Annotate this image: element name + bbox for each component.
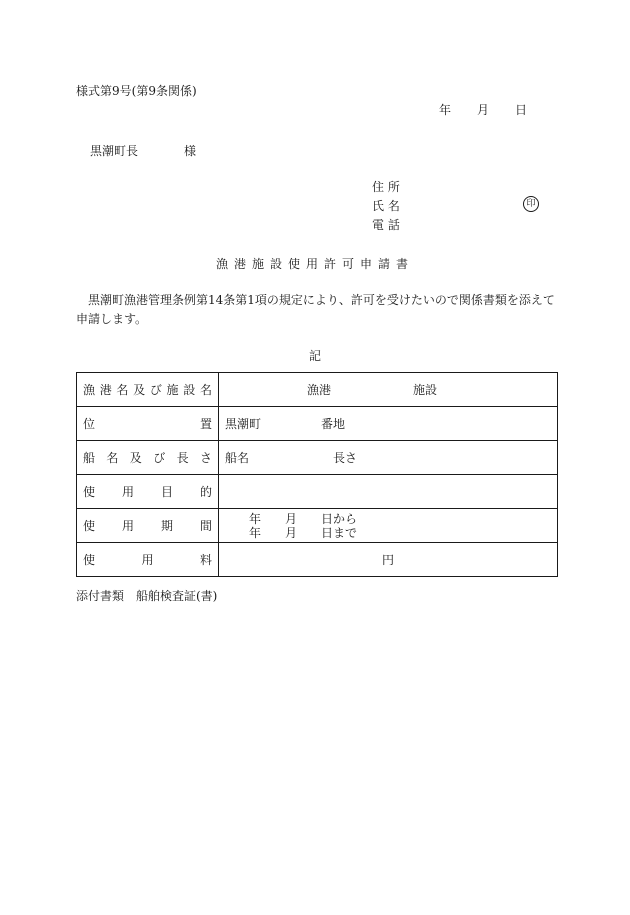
form-number: 様式第9号(第9条関係) — [76, 84, 197, 98]
ki-heading: 記 — [308, 349, 321, 363]
table-row — [77, 543, 558, 577]
recipient — [90, 142, 196, 159]
document-title: 漁港施設使用許可申請書 — [215, 257, 414, 271]
table-row — [77, 373, 558, 407]
table-row — [77, 407, 558, 441]
length-text: 長さ — [333, 451, 358, 465]
row-label-location: 位置 — [77, 407, 219, 441]
recipient-name: 黒潮町長 — [90, 144, 139, 158]
town-text: 黒潮町 — [225, 417, 262, 431]
table-row — [77, 441, 558, 475]
seal-mark: 印 — [523, 196, 539, 212]
table-row — [77, 509, 558, 543]
applicant-block — [372, 178, 400, 235]
row-label-fee: 使用料 — [77, 543, 219, 577]
row-value-location — [219, 407, 558, 441]
period-to: 年 月 日まで — [249, 525, 358, 540]
date-month: 月 — [476, 103, 489, 117]
date-day: 日 — [514, 103, 527, 117]
fishing-port-text: 漁港 — [307, 383, 332, 397]
row-label-period: 使用期間 — [77, 509, 219, 543]
phone-label: 電 話 — [372, 218, 400, 232]
date-year: 年 — [438, 103, 451, 117]
vessel-name-text: 船名 — [225, 451, 250, 465]
table-row — [77, 475, 558, 509]
facility-text: 施設 — [413, 383, 438, 397]
application-table — [76, 372, 558, 577]
row-label-vessel: 船名及び長さ — [77, 441, 219, 475]
row-label-facility: 漁港名及び施設名 — [77, 373, 219, 407]
row-value-facility — [219, 373, 558, 407]
attachment-note: 添付書類 船舶検査証(書) — [76, 589, 218, 603]
yen-text: 円 — [381, 553, 394, 567]
lot-number-text: 番地 — [321, 417, 346, 431]
name-label: 氏 名 — [372, 199, 400, 213]
address-label: 住 所 — [372, 180, 400, 194]
honorific: 様 — [184, 144, 197, 158]
body-paragraph: 黒潮町漁港管理条例第14条第1項の規定により、許可を受けたいので関係書類を添えて申請します。 — [76, 293, 555, 326]
row-label-purpose: 使用目的 — [77, 475, 219, 509]
row-value-fee — [219, 543, 558, 577]
row-value-period — [219, 509, 558, 543]
period-from: 年 月 日から — [249, 511, 358, 526]
row-value-vessel — [219, 441, 558, 475]
date-line — [439, 101, 527, 118]
row-value-purpose — [219, 475, 558, 509]
